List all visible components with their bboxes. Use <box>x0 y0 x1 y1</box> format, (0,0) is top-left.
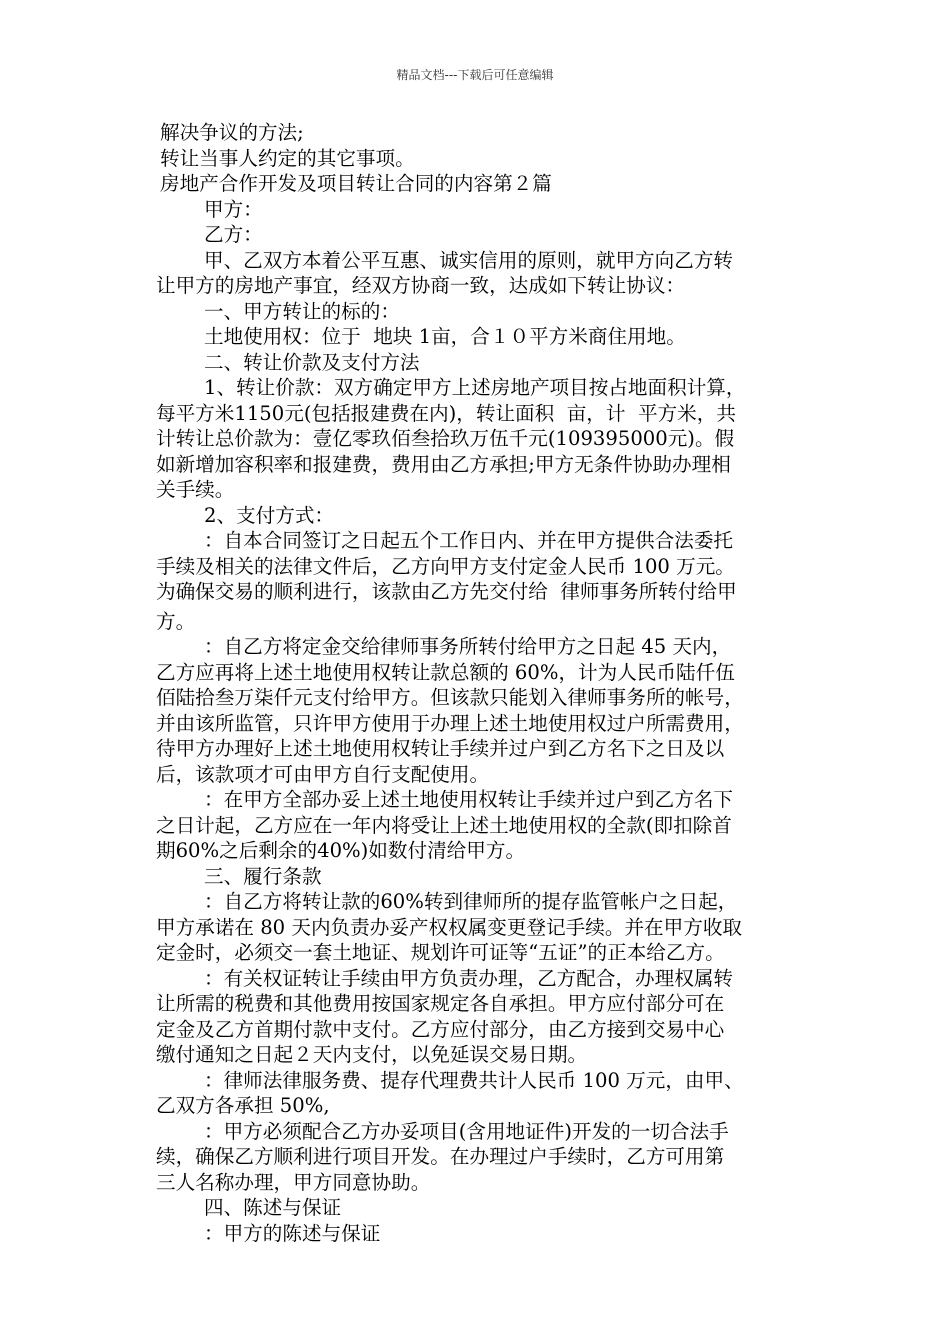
text-line: ：甲方的陈述与保证 <box>204 1221 381 1245</box>
text-line: 甲方承诺在 80 天内负责办妥产权权属变更登记手续。并在甲方收取 <box>156 915 743 939</box>
text-line: 之日计起，乙方应在一年内将受让上述土地使用权的全款(即扣除首 <box>156 813 732 837</box>
text-line: 甲方： <box>204 197 263 221</box>
text-line: 一、甲方转让的标的： <box>204 299 400 323</box>
text-line: 二、转让价款及支付方法 <box>204 350 420 374</box>
text-line: 后，该款项才可由甲方自行支配使用。 <box>156 762 490 786</box>
text-line: 为确保交易的顺利进行，该款由乙方先交付给 律师事务所转付给甲 <box>156 580 737 603</box>
text-line: 土地使用权：位于 地块 1亩，合１０平方米商住用地。 <box>204 325 686 348</box>
text-line: 每平方米1150元(包括报建费在内)，转让面积 亩，计 平方米，共 <box>156 401 736 425</box>
text-line: 甲、乙双方本着公平互惠、诚实信用的原则，就甲方向乙方转 <box>204 248 734 272</box>
text-line: 如新增加容积率和报建费，费用由乙方承担;甲方无条件协助办理相 <box>156 452 731 476</box>
text-line: 解决争议的方法; <box>160 121 304 144</box>
text-line: 四、陈述与保证 <box>204 1196 342 1219</box>
text-line: 期60%之后剩余的40%)如数付清给甲方。 <box>156 839 526 862</box>
text-line: 手续及相关的法律文件后，乙方向甲方支付定金人民币 100 万元。 <box>156 554 735 578</box>
text-line: 房地产合作开发及项目转让合同的内容第２篇 <box>160 172 552 195</box>
text-line: 乙方： <box>204 223 263 246</box>
text-line: 三、履行条款 <box>204 864 322 888</box>
text-line: 定金时，必须交一套土地证、规划许可证等“五证”的正本给乙方。 <box>156 941 725 964</box>
text-line: 方。 <box>156 609 196 633</box>
text-line: 佰陆拾叁万柒仟元支付给甲方。但该款只能划入律师事务所的帐号， <box>156 686 744 709</box>
text-line: 三人名称办理，甲方同意协助。 <box>156 1170 431 1194</box>
text-line: ：自乙方将转让款的60%转到律师所的提存监管帐户之日起， <box>204 890 738 913</box>
text-line: 关手续。 <box>156 478 235 501</box>
text-line: 乙双方各承担 50%, <box>156 1094 330 1117</box>
text-line: 2、支付方式： <box>204 503 335 527</box>
text-line: ：自乙方将定金交给律师事务所转付给甲方之日起 45 天内， <box>204 635 732 658</box>
text-line: 让所需的税费和其他费用按国家规定各自承担。甲方应付部分可在 <box>156 992 725 1015</box>
text-line: 转让当事人约定的其它事项。 <box>160 146 415 170</box>
text-line: 1、转让价款：双方确定甲方上述房地产项目按占地面积计算， <box>204 376 746 399</box>
text-line: 乙方应再将上述土地使用权转让款总额的 60%，计为人民币陆仟伍 <box>156 660 735 684</box>
text-line: 续，确保乙方顺利进行项目开发。在办理过户手续时，乙方可用第 <box>156 1145 725 1168</box>
text-line: 计转让总价款为：壹亿零玖佰叁拾玖万伍千元(109395000元)。假 <box>156 427 735 450</box>
text-line: 缴付通知之日起２天内支付，以免延误交易日期。 <box>156 1043 588 1066</box>
text-line: 并由该所监管，只许甲方使用于办理上述土地使用权过户所需费用， <box>156 711 744 735</box>
text-line: ：有关权证转让手续由甲方负责办理，乙方配合，办理权属转 <box>204 966 734 990</box>
text-line: 定金及乙方首期付款中支付。乙方应付部分，由乙方接到交易中心 <box>156 1017 725 1041</box>
text-line: 让甲方的房地产事宜，经双方协商一致，达成如下转让协议： <box>156 274 686 297</box>
text-line: 待甲方办理好上述土地使用权转让手续并过户到乙方名下之日及以 <box>156 737 725 760</box>
page-header: 精品文档---下载后可任意编辑 <box>396 68 554 82</box>
text-line: ：在甲方全部办妥上述土地使用权转让手续并过户到乙方名下 <box>204 788 734 811</box>
text-line: ：自本合同签订之日起五个工作日内、并在甲方提供合法委托 <box>204 529 734 552</box>
text-line: ：甲方必须配合乙方办妥项目(含用地证件)开发的一切合法手 <box>204 1119 729 1143</box>
text-line: ：律师法律服务费、提存代理费共计人民币 100 万元，由甲、 <box>204 1068 744 1092</box>
document-body <box>156 120 816 1246</box>
